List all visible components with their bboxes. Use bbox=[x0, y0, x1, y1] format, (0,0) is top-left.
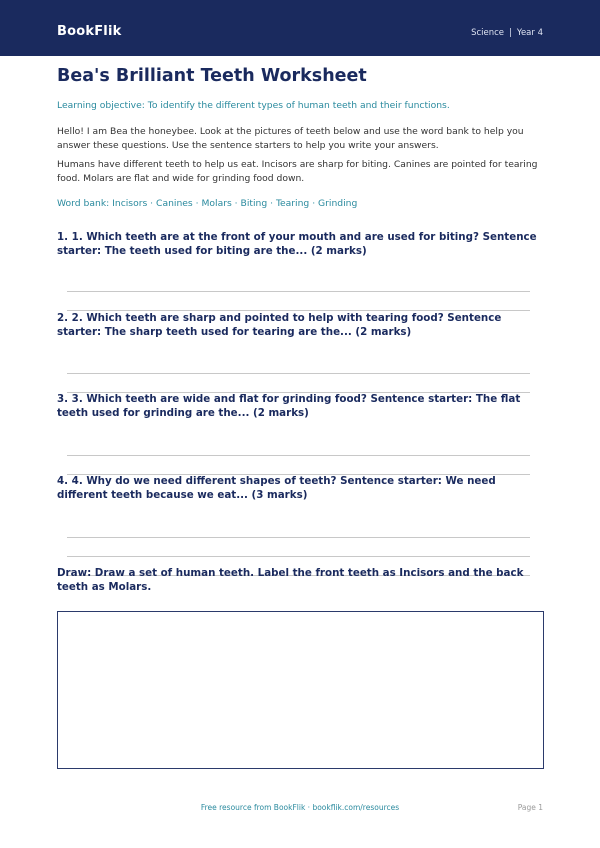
brand-logo: BookFlik bbox=[57, 24, 122, 39]
page-number: Page 1 bbox=[517, 803, 543, 812]
footer-text: Free resource from BookFlik · bookflik.com/resources bbox=[200, 803, 400, 812]
subject-label: Science bbox=[471, 28, 505, 38]
answer-line[interactable] bbox=[67, 373, 530, 374]
draw-task: Draw: Draw a set of human teeth. Label the front teeth as Incisors and the back teeth as Molars. bbox=[57, 567, 524, 593]
drawing-area[interactable] bbox=[57, 611, 544, 769]
header-bar bbox=[0, 0, 600, 56]
answer-line[interactable] bbox=[67, 537, 530, 538]
subject-year bbox=[471, 28, 543, 38]
page-title: Bea's Brilliant Teeth Worksheet bbox=[57, 66, 367, 86]
question-1: 1. 1. Which teeth are at the front of your mouth and are used for biting? Sentence starter: The teeth used for biting are the... (2 marks) bbox=[57, 231, 537, 257]
answer-line[interactable] bbox=[67, 556, 530, 557]
intro-paragraph: Hello! I am Bea the honeybee. Look at the pictures of teeth below and use the word bank to help you answer these questions. Use the sentence starters to help you write your answers. bbox=[57, 126, 524, 151]
info-paragraph: Humans have different teeth to help us eat. Incisors are sharp for biting. Canines are pointed for tearing food. Molars are flat and wide for grinding food down. bbox=[57, 159, 538, 184]
answer-line[interactable] bbox=[67, 455, 530, 456]
question-2: 2. 2. Which teeth are sharp and pointed to help with tearing food? Sentence starter: The sharp teeth used for tearing are the... (2 marks) bbox=[57, 312, 502, 338]
learning-objective: Learning objective: To identify the different types of human teeth and their functions. bbox=[57, 100, 450, 111]
question-3: 3. 3. Which teeth are wide and flat for grinding food? Sentence starter: The flat teeth used for grinding are the... (2 marks) bbox=[57, 393, 521, 419]
word-bank: Word bank: Incisors · Canines · Molars · Biting · Tearing · Grinding bbox=[57, 198, 358, 209]
year-label: Year 4 bbox=[516, 28, 543, 38]
question-4: 4. 4. Why do we need different shapes of teeth? Sentence starter: We need different teeth because we eat... (3 marks) bbox=[57, 475, 496, 501]
meta-separator: | bbox=[509, 28, 512, 38]
answer-line[interactable] bbox=[67, 291, 530, 292]
